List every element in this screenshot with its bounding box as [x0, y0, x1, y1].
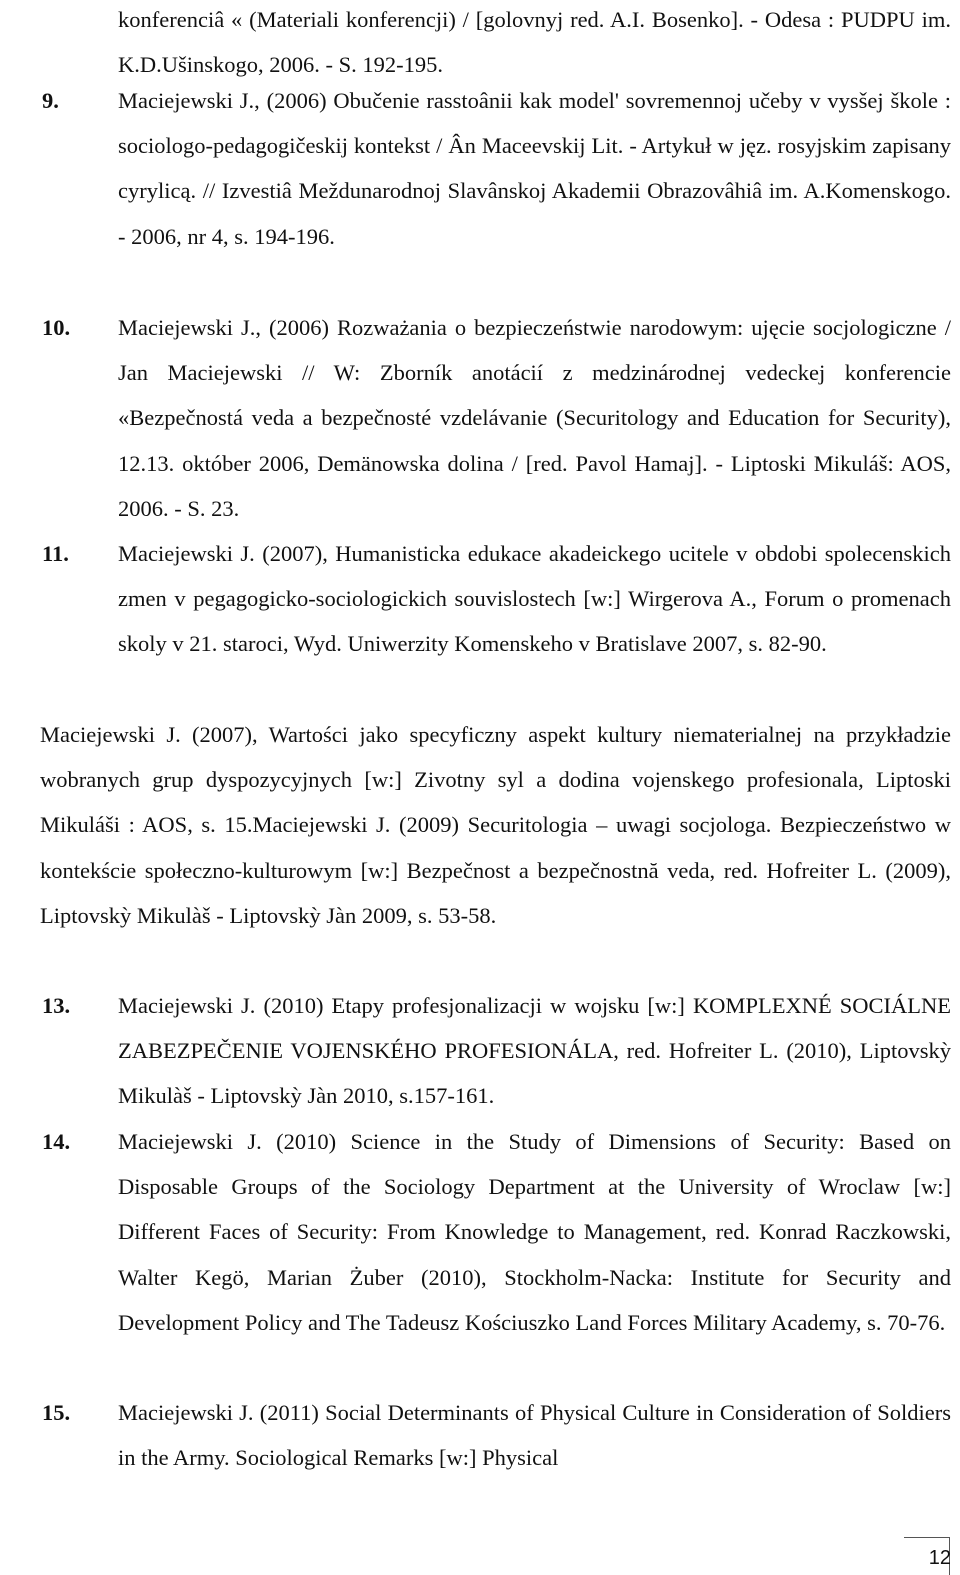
reference-entry-12 — [40, 712, 951, 938]
reference-number: 10. — [42, 315, 71, 340]
reference-entry-13 — [42, 983, 951, 1119]
page-number: 12 — [928, 1547, 951, 1569]
reference-text: Maciejewski J. (2007), Humanisticka edukace akadeickego ucitele v obdobi spolecenskich zmen v pegagogicko-sociologickich souvislostech [w:] Wirgerova A., Forum o promenach skoly v 21. staroci, Wyd. Uniwerzity Komenskeho v Bratislave 2007, s. 82-90. — [118, 541, 951, 657]
reference-entry-10 — [42, 305, 951, 531]
page-corner-rule — [904, 1537, 950, 1538]
reference-text: Maciejewski J. (2010) Science in the Study of Dimensions of Security: Based on Disposable Groups of the Sociology Department at the University of Wroclaw [w:] Different Faces of Security: From Knowledge to Management, red. Konrad Raczkowski, Walter Kegö, Marian Żuber (2010), Stockholm-Nacka: Institute for Security and Development Policy and The Tadeusz Kościuszko Land Forces Military Academy, s. 70-76. — [118, 1129, 951, 1335]
reference-number: 15. — [42, 1400, 71, 1425]
reference-text: Maciejewski J., (2006) Obučenie rasstoânii kak model' sovremennoj učeby v vysšej škole : sociologo-pedagogičeskij kontekst / Ân Maceevskij Lit. - Artykuł w jęz. rosyjskim zapisany cyrylicą. // Izvestiâ Meždunarodnoj Slavânskoj Akademii Obrazovâhiâ im. A.Komenskogo. - 2006, nr 4, s. 194-196. — [118, 88, 951, 249]
reference-entry-9 — [42, 78, 951, 259]
reference-number: 11. — [42, 541, 69, 566]
reference-text: konferenciâ « (Materiali konferencji) / [golovnyj red. A.I. Bosenko]. - Odesa : PUDPU im. K.D.Ušinskogo, 2006. - S. 192-195. — [118, 7, 951, 78]
reference-text: Maciejewski J. (2011) Social Determinants of Physical Culture in Consideration of Soldiers in the Army. Sociological Remarks [w:] Physical — [118, 1400, 951, 1471]
reference-number: 13. — [42, 993, 71, 1018]
reference-entry-11 — [42, 531, 951, 667]
reference-text: Maciejewski J. (2010) Etapy profesjonalizacji w wojsku [w:] KOMPLEXNÉ SOCIÁLNE ZABEZPEČENIE VOJENSKÉHO PROFESIONÁLA, red. Hofreiter L. (2010), Liptovskỳ Mikulàš - Liptovskỳ Jàn 2010, s.157-161. — [118, 993, 951, 1109]
reference-text: Maciejewski J., (2006) Rozważania o bezpieczeństwie narodowym: ujęcie socjologiczne / Jan Maciejewski // W: Zborník anotácií z medzinárodnej vedeckej konferencie «Bezpečnostá veda a bezpečnosté vzdelávanie (Securitology and Education for Security), 12.13. október 2006, Demänowska dolina / [red. Pavol Hamaj]. - Liptoski Mikuláš: AOS, 2006. - S. 23. — [118, 315, 951, 521]
reference-entry-14 — [42, 1119, 951, 1345]
reference-text: Maciejewski J. (2007), Wartości jako specyficzny aspekt kultury niematerialnej na przykładzie wobranych grup dyspozycyjnych [w:] Zivotny syl a dodina vojenskego profesionala, Liptoski Mikuláši : AOS, s. 15.Maciejewski J. (2009) Securitologia – uwagi socjologa. Bezpieczeństwo w kontekście społeczno-kulturowym [w:] Bezpečnost a bezpečnostnă veda, red. Hofreiter L. (2009), Liptovskỳ Mikulàš - Liptovskỳ Jàn 2009, s. 53-58. — [40, 722, 951, 928]
reference-entry-15 — [42, 1390, 951, 1480]
reference-number: 14. — [42, 1129, 71, 1154]
reference-number: 9. — [42, 88, 59, 113]
reference-continuation — [118, 0, 951, 87]
